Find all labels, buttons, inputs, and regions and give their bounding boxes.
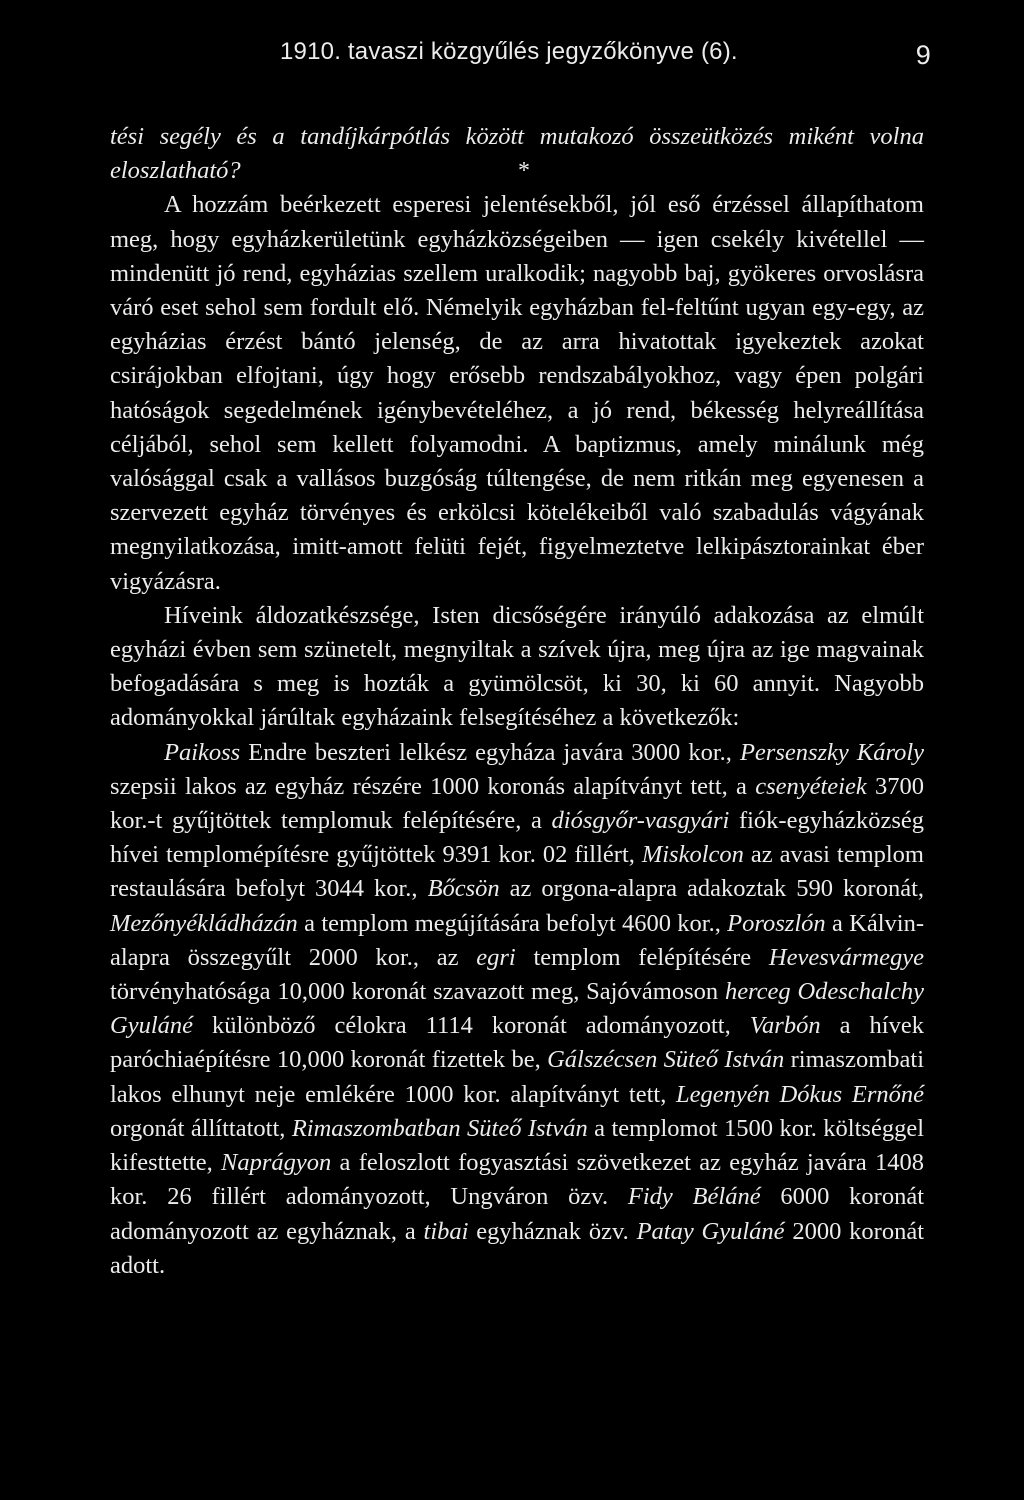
text-run: orgonát állíttatott,: [110, 1114, 292, 1142]
italic-run: egri: [476, 943, 516, 971]
text-run: az orgona-alapra adakoztak 590 koronát,: [499, 875, 925, 903]
text-run: a hívek paróchiaépítésre 10,000 koronát fizettek be,: [110, 1012, 924, 1074]
asterisk-mark: *: [518, 158, 530, 184]
text-run: a feloszlott fogyasztási szövetkezet az egyház javára 1408 kor. 26 fillért adományozott, Ungváron özv.: [110, 1149, 924, 1211]
text-run: a templom megújítására befolyt 4600 kor.,: [297, 909, 728, 937]
text-run: szepsii lakos az egyház részére 1000 koronás alapítványt tett, a: [110, 772, 756, 800]
italic-run: Patay Gyuláné: [636, 1217, 785, 1245]
italic-run: herceg Odeschalchy Gyuláné: [110, 978, 924, 1040]
paragraph-2: [110, 188, 924, 598]
running-header: [0, 38, 1024, 78]
italic-run: tési segély és a tandíjkárpótlás között mutakozó összeütközés miként volna eloszlatható?: [110, 123, 924, 185]
italic-run: Paikoss: [164, 738, 241, 766]
paragraph-1: [110, 120, 924, 188]
text-run: különböző célokra 1114 koronát adományozott,: [193, 1012, 750, 1040]
body-text: [110, 120, 924, 1283]
paragraph-3: [110, 599, 924, 736]
header-title: 1910. tavaszi közgyűlés jegyzőkönyve (6).: [280, 38, 738, 65]
italic-run: Hevesvármegye: [768, 943, 924, 971]
text-run: a templomot 1500 kor. költséggel kifesttette,: [110, 1114, 925, 1177]
page-number: 9: [915, 40, 931, 70]
text-run: egyháznak özv.: [468, 1217, 637, 1245]
text-run: törvényhatósága 10,000 koronát szavazott meg, Sajóvámoson: [110, 978, 725, 1006]
text-run: a Kálvin-alapra összegyűlt 2000 kor., az: [110, 909, 924, 971]
text-run: 3700 kor.-t gyűjtöttek templomuk felépítésére, a: [110, 772, 924, 835]
paragraph-4: [110, 736, 924, 1283]
text-run: rimaszombati lakos elhunyt neje emlékére 1000 kor. alapítványt tett,: [110, 1046, 924, 1108]
text-run: Híveink áldozatkészsége, Isten dicsőségére irányúló adakozása az elmúlt egyházi évben sem szünetelt, megnyiltak a szívek újra, meg újra az ige magvainak befogadására s meg is hozták a gyümölcsöt, ki 30, ki 60 annyit. Nagyobb adományokkal járúltak egyházaink felsegítéséhez a következők:: [110, 601, 924, 732]
italic-run: Mezőnyékládházán: [110, 909, 298, 937]
italic-run: Fidy Béláné: [627, 1183, 761, 1211]
text-run: 6000 koronát adományozott az egyháznak, a: [110, 1183, 925, 1245]
italic-run: Bőcsön: [427, 875, 500, 903]
italic-run: Gálszécsen Süteő István: [547, 1046, 785, 1074]
italic-run: diósgyőr-vasgyári: [551, 807, 730, 835]
italic-run: csenyéteiek: [755, 772, 867, 800]
italic-run: Miskolcon: [641, 841, 744, 869]
text-run: templom felépítésére: [515, 943, 769, 971]
text-run: A hozzám beérkezett esperesi jelentésekből, jól eső érzéssel állapíthatom meg, hogy egyházkerületünk egyházközségeiben — igen csekély kivétellel — mindenütt jó rend, egyházias szellem uralkodik; nagyobb baj, gyökeres orvoslásra váró eset sehol sem fordult elő. Némelyik egyházban fel-feltűnt ugyan egy-egy, az egyházias érzést bántó jelenség, de az arra hivatottak igyekeztek azokat csirájokban elfojtani, úgy hogy erősebb rendszabályokhoz, vagy épen polgári hatóságok segedelmének igénybevételéhez, a jó rend, békesség helyreállítása céljából, sehol sem kellett folyamodni. A baptizmus, amely minálunk még valósággal csak a vallásos buzgóság túltengése, de nem ritkán meg egyenesen a szervezett egyház törvényes és erkölcsi kötelékeiből való szabadulás vágyának megnyilatkozása, imitt-amott felüti fejét, figyelmeztetve lelkipásztorainkat éber vigyázásra.: [110, 191, 924, 595]
italic-run: Legenyén Dókus Ernőné: [676, 1080, 924, 1108]
italic-run: Rimaszombatban Süteő István: [291, 1114, 588, 1142]
italic-run: Naprágyon: [221, 1149, 332, 1177]
italic-run: tibai: [423, 1217, 469, 1245]
text-run: 2000 koronát adott.: [110, 1217, 924, 1279]
italic-run: Varbón: [749, 1012, 821, 1040]
italic-run: Persenszky Károly: [739, 738, 924, 766]
text-run: fiók-egyházközség hívei templomépítésre gyűjtöttek 9391 kor. 02 fillért,: [110, 807, 924, 869]
italic-run: Poroszlón: [727, 909, 826, 937]
text-run: az avasi templom restaulására befolyt 3044 kor.,: [110, 841, 924, 903]
text-run: Endre beszteri lelkész egyháza javára 3000 kor.,: [240, 738, 740, 766]
